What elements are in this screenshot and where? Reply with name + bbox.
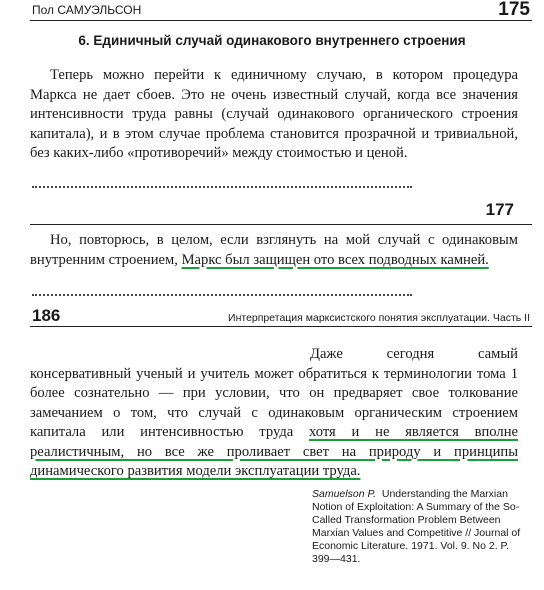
page-number-175: 175 xyxy=(498,0,530,20)
reference-block xyxy=(312,488,524,566)
page186-text: Даже сегодня самый консервативный ученый и учитель может обратиться к терминологии тома 1 более сознательно — при условии, что он предваряет свое толкование замечанием о том, что случай с одинаковым органическим строением капитала или интенсивностью труда xyxy=(30,346,518,440)
reference-text: Understanding the Marxian Notion of Exploitation: A Summary of the So-Called Transformation Problem Between Marxian Values and Competitive // Journal of Economic Literature. 1971. Vol. 9. No 2. P. 399—431. xyxy=(312,488,521,565)
ellipsis-divider-2 xyxy=(32,294,412,296)
running-header-author: Пол САМУЭЛЬСОН xyxy=(32,3,142,17)
section-paragraph xyxy=(30,66,518,164)
page177-paragraph xyxy=(30,231,518,270)
reference-author: Samuelson P. xyxy=(312,488,377,500)
header-rule-186 xyxy=(30,326,532,327)
page186-underlined-text: хотя и не является вполне реалистичным, но все же проливает свет на природу и принципы динамического развития модели эксплуатации труда. xyxy=(30,424,518,479)
running-header-title: Интерпретация марксистского понятия эксплуатации. Часть II xyxy=(228,312,530,324)
header-rule-177 xyxy=(30,224,532,225)
header-rule-top xyxy=(30,20,532,21)
section-title: 6. Единичный случай одинакового внутреннего строения xyxy=(78,33,466,48)
page177-underlined-text: Маркс был защищен ото всех подводных камней. xyxy=(181,251,489,268)
page-number-177: 177 xyxy=(485,200,514,219)
ellipsis-divider-1 xyxy=(32,186,412,188)
page-number-186: 186 xyxy=(32,306,61,325)
page186-paragraph xyxy=(30,345,518,482)
section-paragraph-text: Теперь можно перейти к единичному случаю, в котором процедура Маркса не дает сбоев. Это не очень известный случай, когда все значения интенсивности труда равны (случай одинакового органического строения капитала), и в этом случае проблема становится прозрачной и тривиальной, без каких-либо «противоречий» между стоимостью и ценой. xyxy=(30,67,518,161)
page177-text: Но, повторюсь, в целом, если взглянуть на мой случай с одинаковым внутренним строением, xyxy=(30,232,518,268)
